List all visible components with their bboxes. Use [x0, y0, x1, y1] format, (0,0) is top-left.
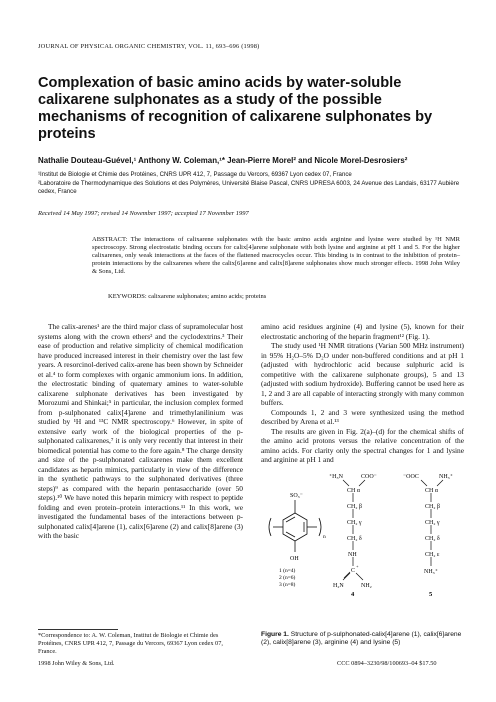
figure-1-caption-text: Structure of p-sulphonated-calix[4]arene (1), calix[6]arene (2), calix[8]arene (3), arginine (4) and lysine (5) [261, 631, 462, 647]
running-header: JOURNAL OF PHYSICAL ORGANIC CHEMISTRY, VOL. 11, 693–696 (1998) [38, 43, 260, 50]
compound-2-label: 2 (n=6) [279, 575, 296, 581]
body-paragraph: amino acid residues arginine (4) and lysine (5), known for their electrostatic anchoring of the heparin fragment¹² (Fig. 1). [261, 322, 464, 341]
footnote-divider [38, 629, 118, 630]
arg-plus-charge: ⁺ [356, 566, 359, 571]
affiliations [38, 171, 468, 197]
figure-1-caption [261, 631, 471, 648]
footer-copyright: 1998 John Wiley & Sons, Ltd. [38, 660, 115, 667]
author-list: Nathalie Douteau-Guével,¹ Anthony W. Coleman,¹* Jean-Pierre Morel² and Nicole Morel-Desrosiers² [38, 156, 408, 165]
lys-ch2-epsilon: CH₂ ε [425, 552, 440, 558]
lys-ch2-gamma: CH₂ γ [425, 520, 440, 526]
abstract: ABSTRACT: The interactions of calixarene sulphonates with the basic amino acids arginine and lysine were studied by ¹H NMR spectroscopy. Strong electrostatic binding occurs for calix[4]arene sulphonate with both lysine and arginine at pH 1 and 5. For the higher calixarenes, only weak interactions at the faces of the flattened macrocycles occur. This binding is in contrast to the inhibition of protein–protein interactions by the calixarenes where the calix[6]arene and calix[8]arene sulphonates show much stronger effects. 1998 John Wiley & Sons, Ltd. [92, 236, 460, 276]
compound-3-label: 3 (n=8) [279, 582, 296, 588]
figure-1-structures [261, 468, 471, 628]
body-paragraph: Compounds 1, 2 and 3 were synthesized using the method described by Arena et al.¹³ [261, 407, 464, 426]
lys-terminal-amine: NH₃⁺ [424, 569, 438, 575]
oh-label: OH [290, 556, 299, 562]
so3-label: SO₃⁻ [290, 493, 303, 499]
arg-ch2-gamma: CH₂ γ [347, 520, 362, 526]
body-paragraph: The study used ¹H NMR titrations (Varian 500 MHz instrument) in 95% H₂O–5% D₂O under non-buffered conditions and at pH 1 (adjusted with hydrochloric acid because sulphuric acid is competitive with the calixarene sulphonate groups), 5 and 13 (adjusted with sodium hydroxide). Buffering cannot be used here as 1, 2 and 3 are all capable of interacting strongly with many common buffers. [261, 341, 464, 407]
lys-ch2-delta: CH₂ δ [425, 536, 440, 542]
compound-4-label: 4 [351, 591, 355, 598]
arg-nh: NH [348, 552, 357, 558]
body-left-column [38, 322, 243, 541]
arginine-structure [343, 480, 365, 580]
lys-ch2-beta: CH₂ β [425, 504, 440, 510]
lys-amine: NH₃⁺ [439, 474, 453, 480]
correspondence-footnote: *Correspondence to: A. W. Coleman, Institut de Biologie et Chimie des Protéines, CNRS UPR 412, 7, Passage du Vercors, 69367 Lyon cedex 07, France. [38, 632, 223, 655]
lys-ch-alpha: CH α [425, 488, 438, 494]
n-subscript: n [323, 534, 326, 540]
arg-ch2-beta: CH₂ β [347, 504, 362, 510]
footer-ccc-code: CCC 0894–3230/98/100693–04 $17.50 [337, 660, 437, 667]
arg-guanidino-c: C [351, 568, 356, 574]
compound-5-label: 5 [429, 591, 433, 598]
lys-carboxylate: ⁻OOC [403, 474, 419, 480]
arg-ch2-delta: CH₂ δ [347, 536, 362, 542]
figure-1-caption-label: Figure 1. [261, 631, 289, 638]
arg-h2n: H₂N [333, 583, 344, 589]
body-paragraph: The calix-arenes¹ are the third major class of supramolecular host systems along with the crown ethers² and the cyclodextrins.³ Their ease of production and relative simplicity of chemical modification have produced increased interest in their chemistry over the last few years. A resorcinol-derived calix-arene has been shown by Schneider et al.⁴ to form complexes with organic ammonium ions. In addition, the electrostatic binding of quaternary amines to water-soluble calixarene sulphonate derivatives has been investigated by Morozumi and Shinkai;⁵ in particular, the inclusion complex formed from p-sulphonated calix[4]arene and trimethylanilinium was studied by ¹H and ¹³C NMR spectroscopy.⁶ However, in spite of extensive early work of the biological properties of the p-sulphonated calixarenes,⁷ it is only very recently that interest in their biomedical potential has come to the fore again.⁸ The charge density and size of the p-sulphonated calixarenes make them excellent candidates as heparin mimics, particularly in view of the difference in the synthetic pathways to the sulphonated derivatives (three steps)⁹ as compared with the heparin pentasaccharide (over 50 steps).¹⁰ We have noted this heparin mimicry with respect to peptide folding and even protein–protein interactions.¹¹ In this work, we investigated the fundamental bases of the interactions between p-sulphonated calix[4]arene (1), calix[6]arene (2) and calix[8]arene (3) with the basic [38, 322, 243, 540]
received-dates: Received 14 May 1997; revised 14 November 1997; accepted 17 November 1997 [38, 210, 249, 217]
affiliation-1: ¹Institut de Biologie et Chimie des Protéines, CNRS UPR 412, 7, Passage du Vercors, 69367 Lyon cedex 07, France [38, 171, 352, 178]
affiliation-2: ²Laboratoire de Thermodynamique des Solutions et des Polymères, Université Blaise Pascal, CNRS UPRESA 6003, 24 Avenue des Landais, 63177 Aubière cedex, France [38, 179, 460, 196]
arg-amine: ⁺H₃N [329, 474, 343, 480]
body-right-column [261, 322, 464, 465]
keywords: KEYWORDS: calixarene sulphonates; amino acids; proteins [108, 293, 267, 300]
calixarene-structure [269, 500, 321, 552]
article-title: Complexation of basic amino acids by water-soluble calixarene sulphonates as a study of the possible mechanisms of recognition of calixarene sulphonates by proteins [38, 75, 433, 142]
arg-carboxylate: COO⁻ [361, 474, 377, 480]
arg-ch-alpha: CH α [347, 488, 360, 494]
body-paragraph: The results are given in Fig. 2(a)–(d) for the chemical shifts of the amino acid protons versus the relative concentration of the amino acids. For clarity only the spectral changes for 1 and lysine and arginine at pH 1 and [261, 426, 464, 464]
compound-1-label: 1 (n=4) [279, 568, 296, 574]
arg-nh2: NH₂ [361, 583, 372, 589]
